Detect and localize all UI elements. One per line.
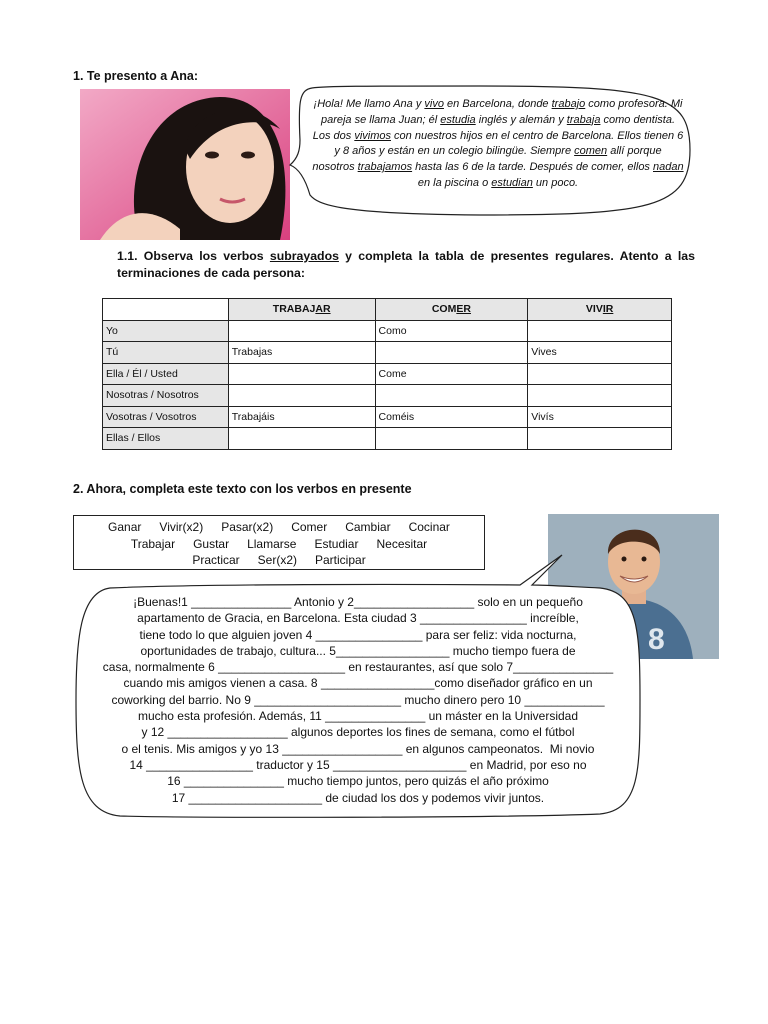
conjugation-cell[interactable]: Come [375, 363, 528, 385]
pronoun-cell: Ella / Él / Usted [103, 363, 229, 385]
bubble1-segment: un poco. [532, 176, 579, 189]
bubble1-segment: inglés y alemán y [475, 113, 567, 126]
fill-in-line: y 12 __________________ algunos deportes los fines de semana, como el fútbol [141, 725, 575, 740]
fill-in-line: o el tenis. Mis amigos y yo 13 __________________ en algunos campeonatos. Mi novio [121, 741, 595, 756]
section2-title: 2. Ahora, completa este texto con los verbos en presente [73, 482, 412, 496]
conjugation-cell[interactable]: Trabajas [228, 342, 375, 364]
underlined-verb: estudian [491, 176, 533, 189]
verb-option: Practicar [192, 553, 240, 567]
pronoun-cell: Nosotras / Nosotros [103, 385, 229, 407]
underlined-verb: estudia [440, 113, 476, 126]
fill-in-line: apartamento de Gracia, en Barcelona. Esta ciudad 3 ________________ increíble, [137, 611, 579, 626]
bubble1-segment: allí porque nosotros [312, 145, 662, 174]
bubble1-segment: ¡Hola! Me llamo Ana y [313, 98, 425, 110]
verb-option: Cocinar [408, 520, 450, 534]
header-comer: COMER [375, 299, 528, 321]
conjugation-cell[interactable]: Trabajáis [228, 406, 375, 428]
pronoun-cell: Ellas / Ellos [103, 428, 229, 450]
bubble1-segment: hasta las 6 de la tarde. Después de comer, ellos [412, 161, 653, 174]
fill-in-line: coworking del barrio. No 9 ______________________ mucho dinero pero 10 ____________ [111, 692, 605, 707]
conjugation-cell[interactable]: Vivís [528, 406, 672, 428]
fill-in-line: 14 ________________ traductor y 15 ____________________ en Madrid, por eso no [129, 757, 587, 772]
header-trabajar: TRABAJAR [228, 299, 375, 321]
verb-option: Cambiar [345, 520, 391, 534]
pronoun-cell: Tú [103, 342, 229, 364]
bubble1-segment: con nuestros hijos en el centro de Barcelona. Ellos tienen 6 y 8 años y están en un colegio bilingüe. Siempre [334, 129, 684, 158]
svg-text:8: 8 [648, 623, 665, 656]
fill-in-line: cuando mis amigos vienen a casa. 8 _________________como diseñador gráfico en un [123, 676, 593, 691]
underlined-verb: trabajo [551, 98, 586, 110]
underlined-verb: trabajamos [357, 161, 413, 174]
verb-option: Participar [315, 553, 366, 567]
conjugation-cell[interactable]: Como [375, 320, 528, 342]
pronoun-cell: Vosotras / Vosotros [103, 406, 229, 428]
verb-option: Pasar(x2) [221, 520, 274, 534]
instruction-prefix: 1.1. Observa los verbos [117, 249, 270, 263]
bubble1-segment: como profesora. Mi pareja se llama Juan; él [320, 98, 683, 126]
fill-in-line: mucho esta profesión. Además, 11 _______________ un máster en la Universidad [137, 709, 579, 724]
verb-option: Estudiar [314, 536, 359, 551]
verb-option: Trabajar [130, 536, 176, 551]
conjugation-cell[interactable]: Vives [528, 342, 672, 364]
section1-title: 1. Te presento a Ana: [73, 69, 199, 83]
underlined-verb: vivimos [354, 129, 391, 142]
verb-option: Gustar [193, 536, 230, 551]
verb-option: Vivir(x2) [159, 520, 204, 534]
fill-in-line: 17 ____________________ de ciudad los dos y podemos vivir juntos. [171, 790, 545, 805]
bubble2-text [80, 594, 636, 806]
fill-in-line: tiene todo lo que alguien joven 4 ________________ para ser feliz: vida nocturna, [139, 627, 577, 642]
pronoun-cell: Yo [103, 320, 229, 342]
fill-in-line: oportunidades de trabajo, cultura... 5_________________ mucho tiempo fuera de [140, 643, 576, 658]
bubble1-segment: en Barcelona, donde [443, 98, 552, 110]
verb-option: Comer [291, 520, 328, 534]
bubble1-segment: como dentista. Los dos [312, 113, 676, 142]
instruction-suffix: y completa la tabla de presentes regulares. Atento a las terminaciones de cada persona: [117, 249, 695, 280]
verb-option: Necesitar [376, 536, 428, 551]
underlined-verb: vivo [424, 98, 444, 110]
bubble1-segment: en la piscina o [417, 176, 492, 189]
underlined-verb: trabaja [566, 113, 601, 126]
underlined-verb: comen [574, 145, 608, 158]
header-vivir: VIVIR [528, 299, 672, 321]
verb-option: Llamarse [247, 536, 297, 551]
underlined-verb: nadan [653, 161, 684, 174]
fill-in-line: 16 _______________ mucho tiempo juntos, pero quizás el año próximo [167, 774, 549, 789]
verb-option: Ser(x2) [257, 553, 297, 567]
verb-option: Ganar [108, 520, 142, 534]
fill-in-line: casa, normalmente 6 ___________________ en restaurantes, así que solo 7_______________ [102, 660, 614, 675]
conjugation-cell[interactable]: Coméis [375, 406, 528, 428]
fill-in-line: ¡Buenas!1 _______________ Antonio y 2__________________ solo en un pequeño [133, 595, 583, 609]
instruction-underlined: subrayados [269, 249, 339, 263]
